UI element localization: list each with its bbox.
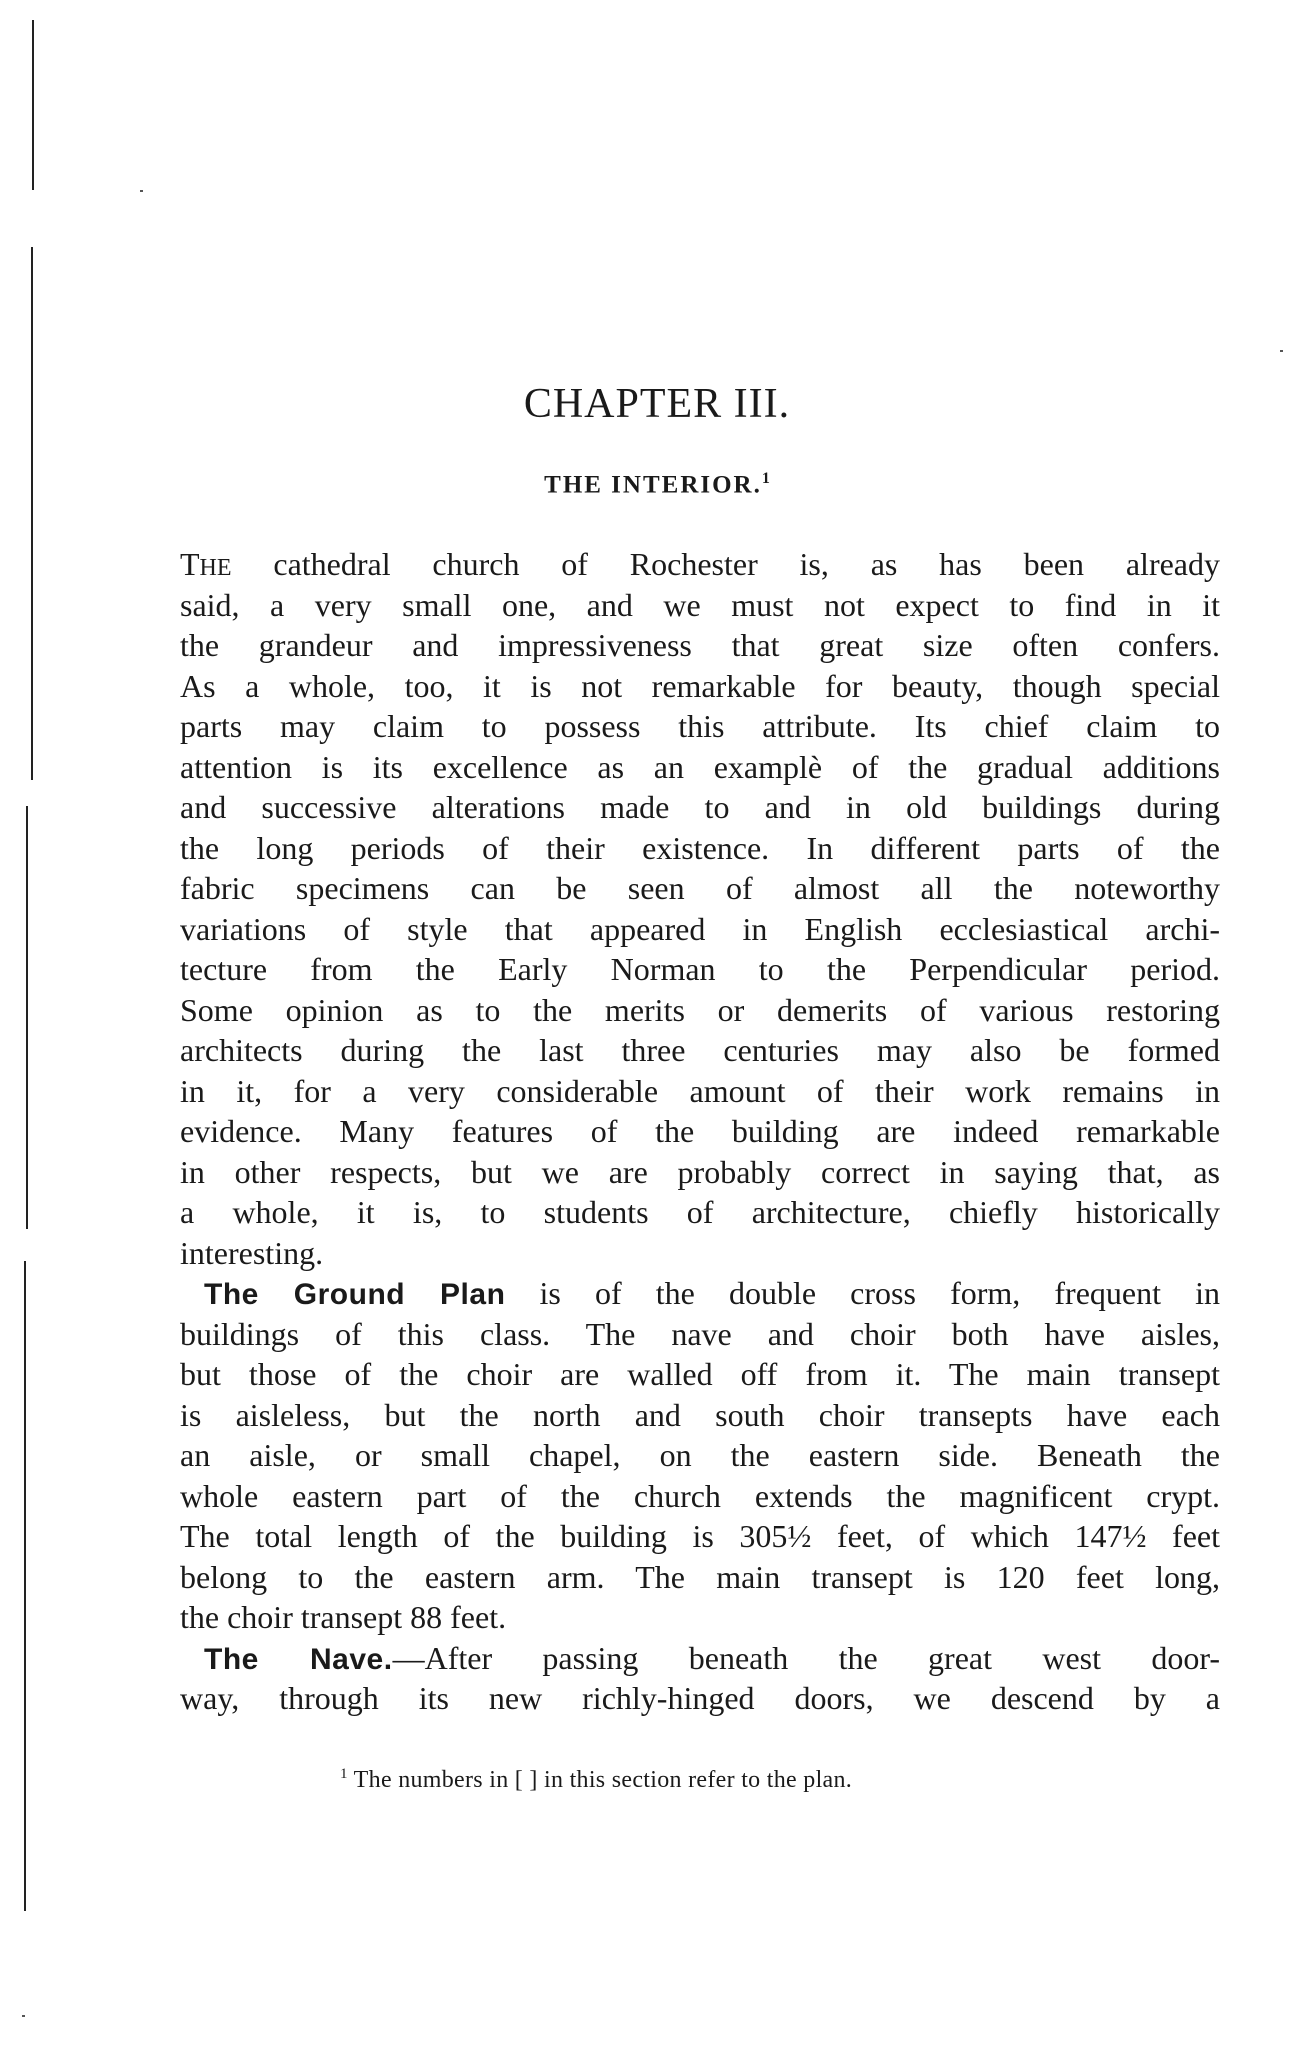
line-text: said, a very small one, and we must not expect to find in it (180, 586, 1220, 623)
line-text: tecture from the Early Norman to the Perpendicular period. (180, 951, 1220, 987)
line-text: Some opinion as to the merits or demerits of various restoring (180, 991, 1220, 1028)
line-text: an aisle, or small chapel, on the eastern side. Beneath the (180, 1437, 1220, 1473)
line-text: a whole, it is, to students of architecture, chiefly historically (180, 1194, 1220, 1230)
text-line (180, 1111, 1220, 1152)
paragraph-heading: The Nave. (204, 1642, 393, 1676)
scan-speck (1280, 350, 1283, 352)
line-text: As a whole, too, it is not remarkable for beauty, though special (180, 667, 1220, 704)
text-line (180, 747, 1220, 788)
line-text: interesting. (180, 1234, 324, 1271)
footnote (340, 1766, 852, 1794)
line-text: in other respects, but we are probably correct in saying that, as (180, 1153, 1220, 1190)
line-text: parts may claim to possess this attribute. Its chief claim to (180, 708, 1220, 744)
line-text: in it, for a very considerable amount of their work remains in (180, 1072, 1220, 1109)
paragraph-heading: The Ground Plan (204, 1278, 506, 1311)
section-title-text: THE INTERIOR. (544, 471, 762, 499)
scan-speck (22, 2015, 25, 2017)
text-line (180, 1516, 1220, 1557)
line-text: architects during the last three centuries may also be formed (180, 1032, 1220, 1068)
scan-speck (140, 190, 143, 192)
footnote-mark: 1 (340, 1766, 348, 1782)
line-text: —After passing beneath the great west door- (392, 1639, 1221, 1676)
text-line (180, 1435, 1220, 1476)
text-line (180, 1597, 1220, 1638)
line-text: the choir transept 88 feet. (180, 1599, 507, 1635)
scan-margin-line (32, 20, 34, 190)
footnote-reference: 1 (761, 470, 770, 487)
text-line (180, 625, 1220, 666)
line-text: cathedral church of Rochester is, as has been already (231, 546, 1220, 582)
text-line (180, 706, 1220, 747)
text-line (180, 1557, 1220, 1598)
text-line (180, 544, 1220, 585)
text-line (180, 1192, 1220, 1233)
text-line (180, 1233, 1220, 1274)
scan-margin-line (31, 247, 33, 780)
text-line (180, 585, 1220, 626)
text-line (180, 1476, 1220, 1517)
line-text: the long periods of their existence. In different parts of the (180, 829, 1220, 866)
scan-margin-line (24, 1261, 26, 1911)
line-text: evidence. Many features of the building are indeed remarkable (180, 1113, 1220, 1149)
scan-margin-line (26, 806, 28, 1229)
line-text: and successive alterations made to and in old buildings during (180, 789, 1220, 825)
text-line (180, 1354, 1220, 1395)
text-line (180, 868, 1220, 909)
text-line (180, 949, 1220, 990)
body-text (180, 544, 1220, 1719)
line-text: the grandeur and impressiveness that great size often confers. (180, 627, 1220, 663)
line-text: fabric specimens can be seen of almost all the noteworthy (180, 870, 1220, 906)
text-line (180, 1395, 1220, 1436)
text-line (180, 1030, 1220, 1071)
text-line (180, 1273, 1220, 1314)
text-line (180, 1071, 1220, 1112)
line-text: is aisleless, but the north and south choir transepts have each (180, 1396, 1220, 1433)
line-text: variations of style that appeared in English ecclesiastical archi- (180, 910, 1220, 947)
text-line (180, 909, 1220, 950)
text-line (180, 828, 1220, 869)
line-text: is of the double cross form, frequent in (505, 1275, 1220, 1311)
text-line (180, 1638, 1220, 1679)
line-text: attention is its excellence as an examplè of the gradual additions (180, 748, 1220, 785)
line-text: buildings of this class. The nave and choir both have aisles, (180, 1315, 1220, 1352)
text-line (180, 1678, 1220, 1719)
text-line (180, 787, 1220, 828)
line-text: way, through its new richly-hinged doors, we descend by a (180, 1680, 1220, 1716)
text-line (180, 990, 1220, 1031)
text-line (180, 666, 1220, 707)
line-text: The total length of the building is 305½ feet, of which 147½ feet (180, 1518, 1220, 1554)
section-title (0, 470, 1314, 499)
footnote-text: The numbers in [ ] in this section refer to the plan. (347, 1767, 853, 1793)
line-text: but those of the choir are walled off from it. The main transept (180, 1356, 1220, 1392)
text-line (180, 1314, 1220, 1355)
text-line (180, 1152, 1220, 1193)
chapter-title: CHAPTER III. (523, 381, 791, 427)
line-text: whole eastern part of the church extends the magnificent crypt. (180, 1477, 1220, 1514)
paragraph-lead: THE (180, 546, 232, 582)
line-text: belong to the eastern arm. The main transept is 120 feet long, (180, 1558, 1220, 1595)
